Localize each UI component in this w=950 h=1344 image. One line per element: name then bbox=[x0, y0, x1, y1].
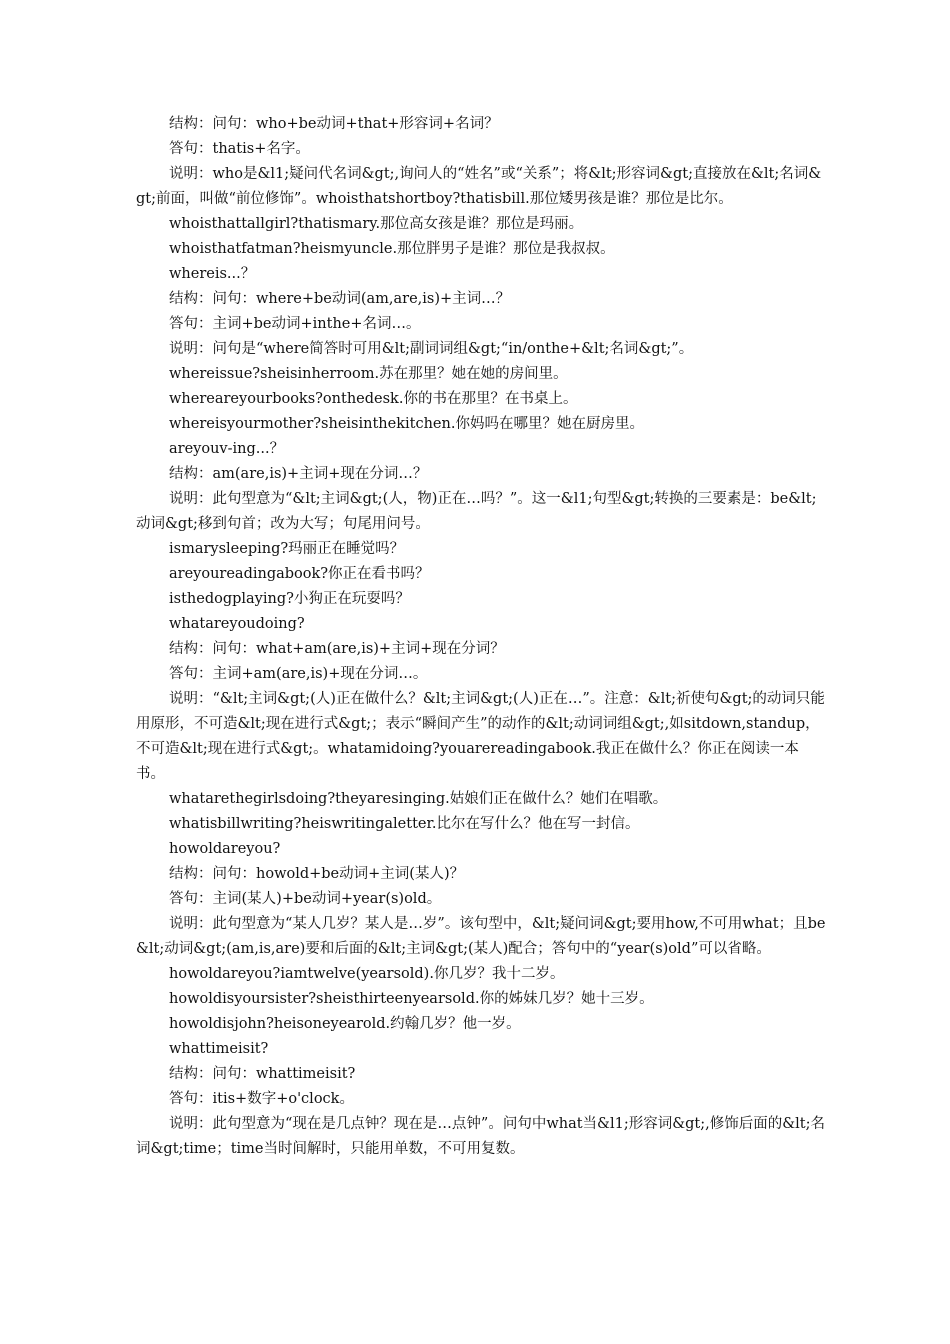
paragraph: areyoureadingabook?你正在看书吗？ bbox=[169, 566, 430, 582]
paragraph: 结构：问句：howold+be动词+主词(某人)？ bbox=[169, 866, 465, 882]
paragraph: whereis...？ bbox=[169, 266, 256, 282]
paragraph: 答句：主词(某人)+be动词+year(s)old。 bbox=[169, 891, 442, 907]
paragraph: areyouv-ing...？ bbox=[169, 441, 285, 457]
paragraph: whatareyoudoing? bbox=[169, 616, 305, 632]
paragraph: 说明：问句是“where简答时可用&lt;副词词组&gt;“in/onthe+&lt;名词&gt;”。 bbox=[169, 341, 694, 357]
paragraph: whattimeisit? bbox=[169, 1041, 269, 1057]
paragraph: 结构：问句：where+be动词(am,are,is)+主词…？ bbox=[169, 291, 511, 307]
paragraph: whereareyourbooks?onthedesk.你的书在那里？在书桌上。 bbox=[169, 391, 578, 407]
paragraph: ismarysleeping?玛丽正在睡觉吗？ bbox=[169, 541, 405, 557]
paragraph: 答句：主词+am(are,is)+现在分词…。 bbox=[169, 666, 428, 682]
paragraph: whereissue?sheisinherroom.苏在那里？她在她的房间里。 bbox=[169, 366, 568, 382]
paragraph: howoldisjohn?heisoneyearold.约翰几岁？他一岁。 bbox=[169, 1016, 521, 1032]
paragraph: howoldareyou? bbox=[169, 841, 281, 857]
paragraph: 说明：此句型意为“现在是几点钟？现在是…点钟”。问句中what当&l1;形容词&gt;,修饰后面的&lt;名词&gt;time；time当时间解时，只能用单数，不可用复数。 bbox=[136, 1116, 825, 1157]
paragraph: whoisthatfatman?heismyuncle.那位胖男子是谁？那位是我叔叔。 bbox=[169, 241, 615, 257]
paragraph: 说明：此句型意为“某人几岁？某人是…岁”。该句型中，&lt;疑问词&gt;要用how,不可用what；且be&lt;动词&gt;(am,is,are)要和后面的&lt;主词&gt;(某人)配合；答句中的“year(s)old”可以省略。 bbox=[136, 916, 826, 957]
paragraph: whoisthattallgirl?thatismary.那位高女孩是谁？那位是玛丽。 bbox=[169, 216, 584, 232]
paragraph: 结构：问句：who+be动词+that+形容词+名词？ bbox=[169, 116, 499, 132]
paragraph: whereisyourmother?sheisinthekitchen.你妈吗在哪里？她在厨房里。 bbox=[169, 416, 644, 432]
paragraph: howoldisyoursister?sheisthirteenyearsold.你的姊妹几岁？她十三岁。 bbox=[169, 991, 654, 1007]
paragraph: howoldareyou?iamtwelve(yearsold).你几岁？我十二岁。 bbox=[169, 966, 565, 982]
paragraph: 结构：问句：what+am(are,is)+主词+现在分词？ bbox=[169, 641, 505, 657]
paragraph: 结构：问句：whattimeisit? bbox=[169, 1066, 356, 1082]
paragraph: isthedogplaying?小狗正在玩耍吗？ bbox=[169, 591, 410, 607]
paragraph: whatarethegirlsdoing?theyaresinging.姑娘们正在做什么？她们在唱歌。 bbox=[169, 791, 668, 807]
paragraph: 说明：此句型意为“&lt;主词&gt;(人，物)正在…吗？”。这一&l1;句型&gt;转换的三要素是：be&lt;动词&gt;移到句首；改为大写；句尾用问号。 bbox=[136, 491, 817, 532]
paragraph: 答句：主词+be动词+inthe+名词…。 bbox=[169, 316, 421, 332]
document-body bbox=[136, 112, 826, 1162]
paragraph: 答句：itis+数字+o'clock。 bbox=[169, 1091, 354, 1107]
paragraph: 说明：“&lt;主词&gt;(人)正在做什么？&lt;主词&gt;(人)正在…”。注意：&lt;祈使句&gt;的动词只能用原形，不可造&lt;现在进行式&gt;；表示“瞬间产生”的动作的&lt;动词词组&gt;,如sitdown,standup，不可造&lt;现在进行式&gt;。whatamidoing?youarereadingabook.我正在做什么？你正在阅读一本书。 bbox=[136, 691, 825, 782]
paragraph: 结构：am(are,is)+主词+现在分词…？ bbox=[169, 466, 428, 482]
paragraph: 答句：thatis+名字。 bbox=[169, 141, 310, 157]
paragraph: 说明：who是&l1;疑问代名词&gt;,询问人的“姓名”或“关系”；将&lt;形容词&gt;直接放在&lt;名词&gt;前面，叫做“前位修饰”。whoisthatshortboy?thatisbill.那位矮男孩是谁？那位是比尔。 bbox=[136, 166, 822, 207]
paragraph: whatisbillwriting?heiswritingaletter.比尔在写什么？他在写一封信。 bbox=[169, 816, 640, 832]
